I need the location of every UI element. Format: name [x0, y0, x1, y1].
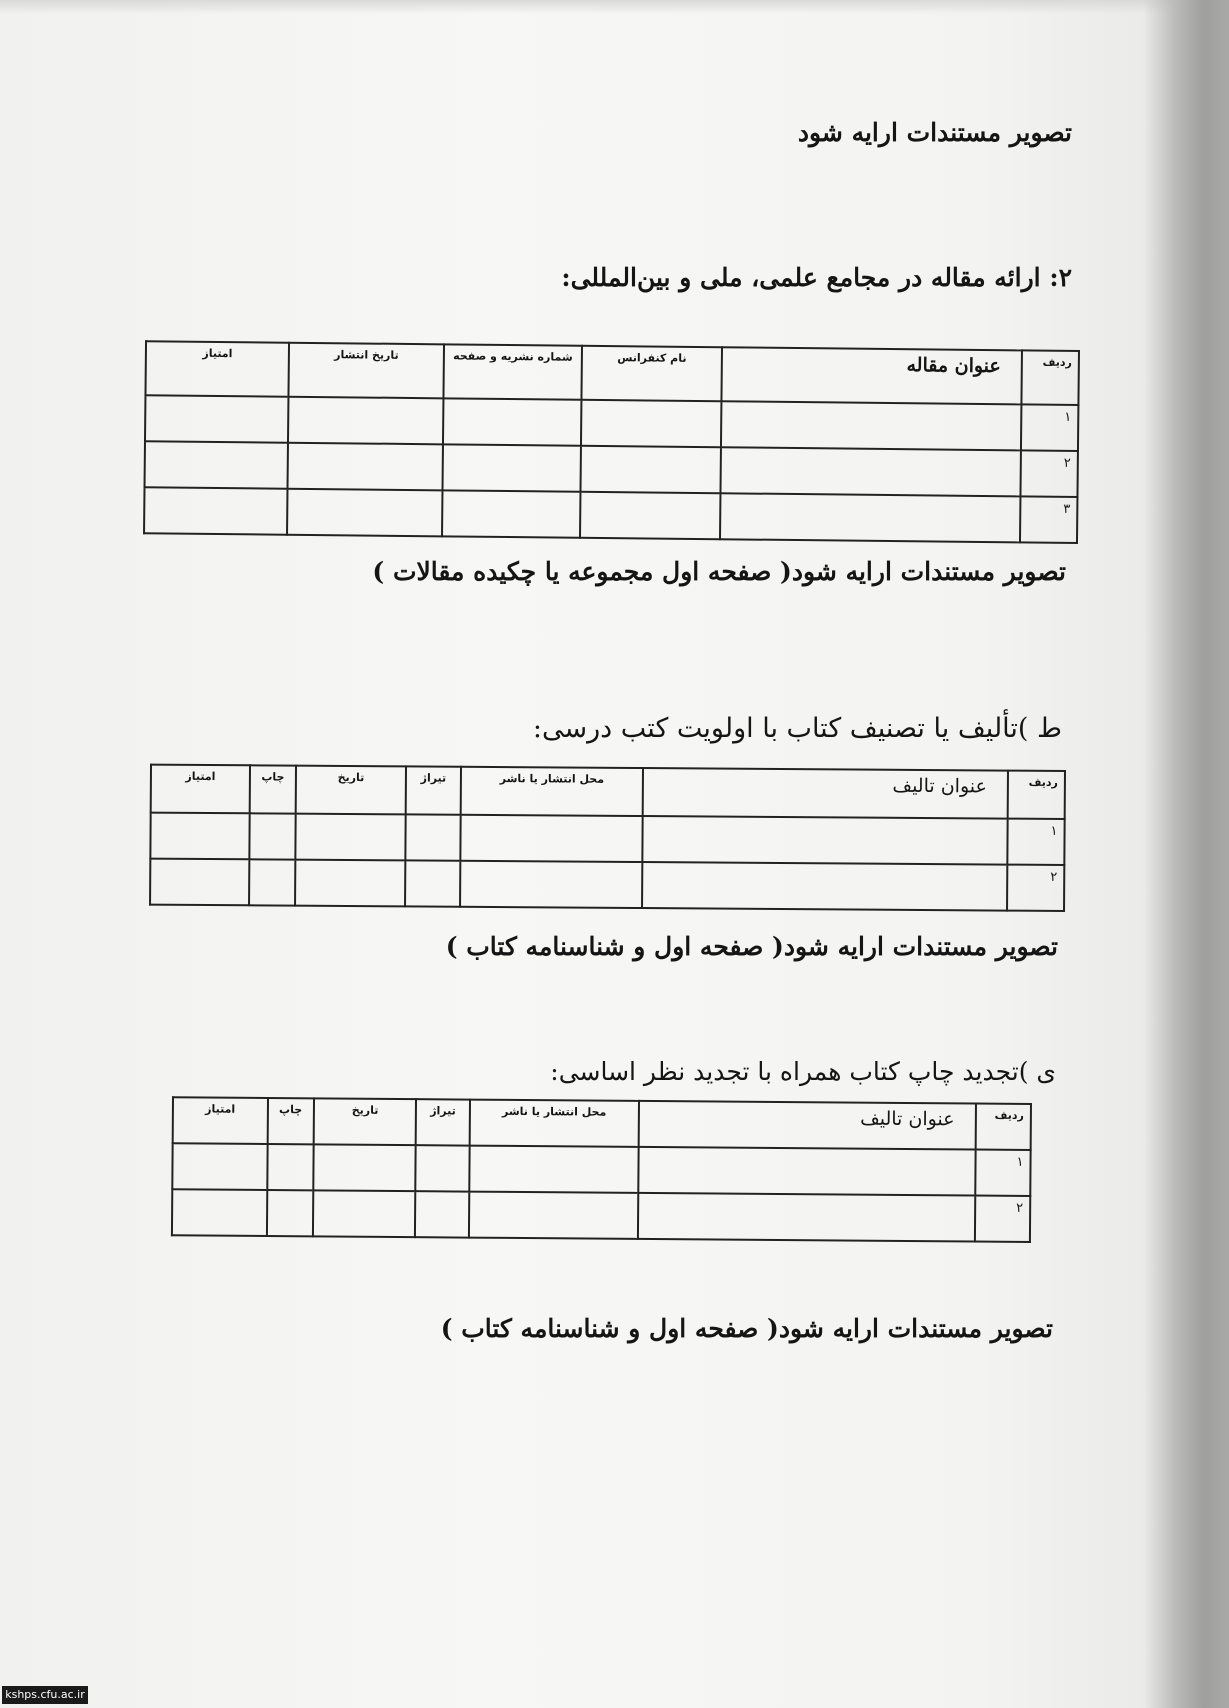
- cell-journal-issue-page[interactable]: [443, 398, 581, 445]
- table-row: [172, 1143, 1030, 1196]
- col-date: تاریخ: [296, 766, 406, 815]
- reprint-table: [171, 1096, 1032, 1243]
- cell-date[interactable]: [313, 1190, 416, 1237]
- books-header-row: [151, 765, 1065, 819]
- cell-work-title[interactable]: [638, 1193, 975, 1242]
- cell-date[interactable]: [313, 1144, 416, 1191]
- row-number: ۱: [975, 1150, 1031, 1196]
- cell-edition[interactable]: [249, 813, 295, 859]
- cell-score[interactable]: [144, 487, 287, 534]
- cell-work-title[interactable]: [638, 1147, 975, 1196]
- col-score: امتیاز: [145, 341, 289, 396]
- cell-publisher[interactable]: [469, 1146, 638, 1193]
- cell-conference-name[interactable]: [581, 400, 721, 447]
- cell-publisher[interactable]: [460, 815, 642, 862]
- cell-circulation[interactable]: [416, 1145, 470, 1191]
- table-row: [150, 859, 1064, 911]
- cell-circulation[interactable]: [405, 814, 460, 860]
- articles-section-title: ۲: ارائه مقاله در مجامع علمی، ملی و بین‌المللی:: [561, 263, 1072, 292]
- cell-publish-date[interactable]: [288, 397, 443, 445]
- cell-score[interactable]: [150, 813, 249, 860]
- books-table: [149, 764, 1066, 912]
- articles-table: [143, 340, 1080, 544]
- cell-article-title[interactable]: [721, 401, 1021, 450]
- col-work-title: عنوان تالیف: [638, 1101, 975, 1150]
- col-row-number: ردیف: [1021, 350, 1079, 405]
- cell-score[interactable]: [145, 441, 288, 488]
- col-work-title: عنوان تالیف: [643, 768, 1008, 819]
- cell-article-title[interactable]: [720, 447, 1020, 496]
- row-number: ۲: [1020, 450, 1077, 497]
- table-row: [172, 1189, 1030, 1242]
- col-edition: چاپ: [267, 1098, 314, 1144]
- cell-circulation[interactable]: [415, 1191, 469, 1237]
- cell-score[interactable]: [145, 395, 288, 442]
- articles-note: تصویر مستندات ارایه شود( صفحه اول مجموعه یا چکیده مقالات ): [372, 557, 1066, 586]
- col-edition: چاپ: [250, 765, 296, 813]
- cell-conference-name[interactable]: [580, 492, 720, 539]
- cell-circulation[interactable]: [405, 860, 460, 906]
- row-number: ۲: [975, 1196, 1031, 1242]
- table-row: [150, 813, 1064, 865]
- reprint-section-title: ی )تجدید چاپ کتاب همراه با تجدید نظر اساسی:: [550, 1057, 1056, 1086]
- col-circulation: تیراژ: [416, 1099, 470, 1145]
- articles-header-row: [145, 341, 1079, 405]
- col-journal-issue-page: شماره نشریه و صفحه: [443, 344, 582, 399]
- books-section-title: ط )تألیف یا تصنیف کتاب با اولویت کتب درسی:: [532, 713, 1062, 744]
- cell-work-title[interactable]: [642, 862, 1007, 911]
- col-row-number: ردیف: [1008, 771, 1065, 819]
- col-score: امتیاز: [151, 765, 250, 814]
- top-scan-shadow: [0, 0, 1229, 14]
- cell-edition[interactable]: [267, 1144, 314, 1190]
- row-number: ۳: [1020, 496, 1077, 543]
- top-heading: تصویر مستندات ارایه شود: [797, 118, 1072, 147]
- col-conference-name: نام کنفرانس: [581, 346, 722, 401]
- cell-score[interactable]: [150, 859, 249, 906]
- cell-article-title[interactable]: [720, 493, 1020, 542]
- source-watermark-tag: kshps.cfu.ac.ir: [2, 1686, 88, 1704]
- books-note: تصویر مستندات ارایه شود( صفحه اول و شناسنامه کتاب ): [445, 932, 1058, 961]
- col-publisher: محل انتشار یا ناشر: [461, 767, 643, 816]
- col-publisher: محل انتشار یا ناشر: [469, 1100, 638, 1147]
- cell-publish-date[interactable]: [288, 443, 443, 491]
- cell-journal-issue-page[interactable]: [442, 444, 580, 491]
- cell-edition[interactable]: [267, 1190, 314, 1236]
- right-scan-edge: [1144, 0, 1229, 1708]
- cell-score[interactable]: [172, 1143, 267, 1190]
- col-circulation: تیراژ: [406, 766, 461, 814]
- cell-journal-issue-page[interactable]: [442, 490, 580, 537]
- row-number: ۱: [1007, 819, 1064, 865]
- cell-publish-date[interactable]: [287, 489, 442, 537]
- col-publish-date: تاریخ انتشار: [288, 343, 444, 399]
- col-article-title: عنوان مقاله: [721, 347, 1022, 404]
- col-date: تاریخ: [314, 1098, 417, 1145]
- cell-publisher[interactable]: [469, 1192, 638, 1239]
- table-row: [144, 487, 1077, 543]
- reprint-note: تصویر مستندات ارایه شود( صفحه اول و شناسنامه کتاب ): [440, 1314, 1053, 1343]
- cell-conference-name[interactable]: [580, 446, 720, 493]
- cell-work-title[interactable]: [642, 816, 1007, 865]
- col-score: امتیاز: [173, 1097, 268, 1144]
- cell-edition[interactable]: [249, 859, 295, 905]
- reprint-header-row: [173, 1097, 1031, 1150]
- cell-score[interactable]: [172, 1189, 267, 1236]
- col-row-number: ردیف: [975, 1104, 1031, 1150]
- cell-date[interactable]: [295, 814, 405, 861]
- row-number: ۲: [1007, 865, 1064, 911]
- cell-publisher[interactable]: [460, 861, 642, 908]
- row-number: ۱: [1021, 404, 1078, 451]
- cell-date[interactable]: [295, 860, 405, 907]
